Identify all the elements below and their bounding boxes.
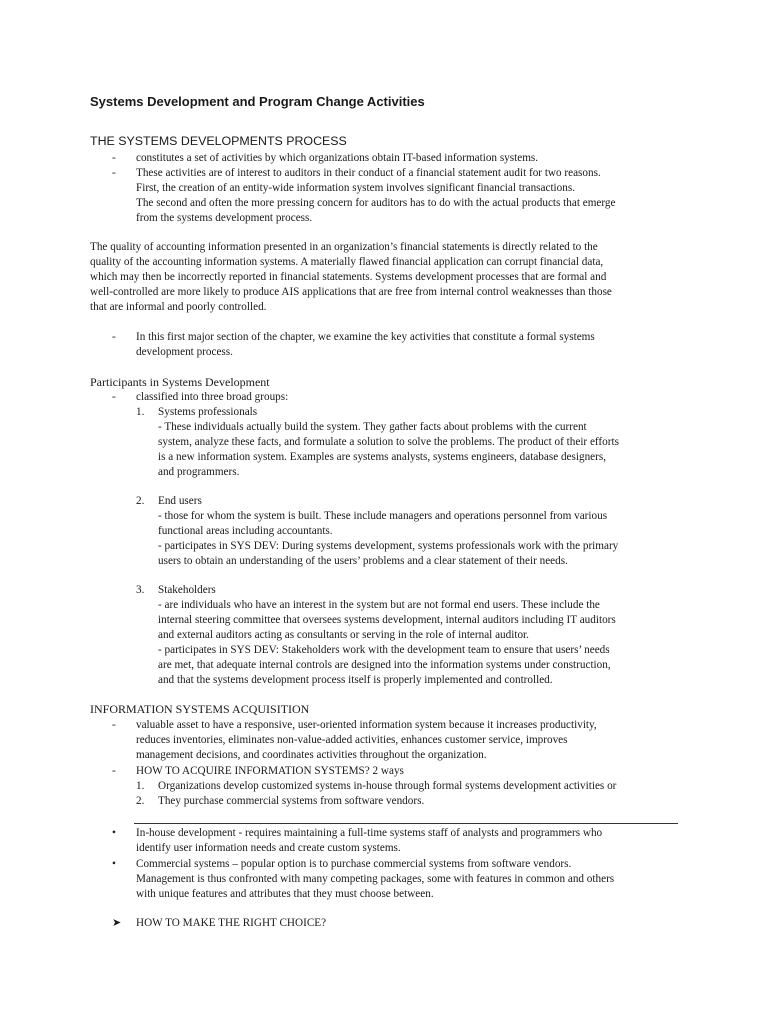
reason-line: from the systems development process. xyxy=(136,212,313,224)
document-title: Systems Development and Program Change Activities xyxy=(90,94,425,109)
choice-question: HOW TO MAKE THE RIGHT CHOICE? xyxy=(136,917,327,929)
group-number: 2. xyxy=(136,495,145,507)
group-number: 3. xyxy=(136,584,145,596)
section-heading-sdp: THE SYSTEMS DEVELOPMENTS PROCESS xyxy=(90,134,347,148)
group-line: - participates in SYS DEV: Stakeholders work with the development team to ensure that users’ needs xyxy=(158,644,610,656)
list-item-continuation: identify user information needs and create custom systems. xyxy=(136,842,401,854)
bullet-dot: • xyxy=(112,858,116,870)
list-item-continuation: Management is thus confronted with many competing packages, some with features in common and others xyxy=(136,873,615,885)
group-name: Stakeholders xyxy=(158,584,216,596)
group-line: system, analyze these facts, and formulate a solution to solve the problems. The product of their efforts xyxy=(158,436,619,448)
group-name: Systems professionals xyxy=(158,406,258,418)
divider-line xyxy=(134,823,678,824)
group-line: are met, that adequate internal controls are designed into the information systems under construction, xyxy=(158,659,611,671)
way-text: They purchase commercial systems from software vendors. xyxy=(158,795,425,807)
paragraph-line: that are informal and poorly controlled. xyxy=(90,301,267,313)
group-line: and that the systems development process itself is properly implemented and controlled. xyxy=(158,674,553,686)
group-line: and external auditors acting as consultants or serving in the role of internal auditor. xyxy=(158,629,529,641)
paragraph-line: The quality of accounting information presented in an organization’s financial statements is directly related to the xyxy=(90,241,598,253)
way-text: Organizations develop customized systems in-house through formal systems development activities or xyxy=(158,780,617,792)
dash-mark: - xyxy=(112,152,116,164)
reason-line: First, the creation of an entity-wide information system involves significant financial transactions. xyxy=(136,182,576,194)
group-line: is a new information system. Examples are systems analysts, systems engineers, database designers, xyxy=(158,451,607,463)
list-item: These activities are of interest to auditors in their conduct of a financial statement audit for two reasons. xyxy=(136,167,601,179)
list-item: In this first major section of the chapter, we examine the key activities that constitute a formal systems xyxy=(136,331,595,343)
list-item-continuation: with unique features and attributes that they must choose between. xyxy=(136,888,434,900)
paragraph-line: which may then be incorrectly reported in financial statements. Systems development processes that are formal and xyxy=(90,271,607,283)
dash-mark: - xyxy=(112,719,116,731)
group-line: - participates in SYS DEV: During systems development, systems professionals work with the primary xyxy=(158,540,619,552)
group-line: - are individuals who have an interest in the system but are not formal end users. These include the xyxy=(158,599,600,611)
dash-mark: - xyxy=(112,167,116,179)
dash-mark: - xyxy=(112,331,116,343)
list-item-continuation: reduces inventories, eliminates non-value-added activities, enhances customer service, improves xyxy=(136,734,568,746)
group-number: 1. xyxy=(136,406,145,418)
list-item-continuation: development process. xyxy=(136,346,233,358)
list-item-continuation: management decisions, and coordinates activities throughout the organization. xyxy=(136,749,487,761)
group-line: functional areas including accountants. xyxy=(158,525,333,537)
paragraph-line: well-controlled are more likely to produce AIS applications that are free from internal control weaknesses than those xyxy=(90,286,612,298)
list-item: valuable asset to have a responsive, user-oriented information system because it increases productivity, xyxy=(136,719,597,731)
group-line: - those for whom the system is built. These include managers and operations personnel from various xyxy=(158,510,608,522)
list-item: Commercial systems – popular option is to purchase commercial systems from software vendors. xyxy=(136,858,572,870)
dash-mark: - xyxy=(112,391,116,403)
paragraph-line: quality of the accounting information systems. A materially flawed financial application can corrupt financial data, xyxy=(90,256,604,268)
reason-line: The second and often the more pressing concern for auditors has to do with the actual products that emerge xyxy=(136,197,616,209)
list-item: In-house development - requires maintaining a full-time systems staff of analysts and programmers who xyxy=(136,827,603,839)
group-line: and programmers. xyxy=(158,466,240,478)
group-line: - These individuals actually build the system. They gather facts about problems with the current xyxy=(158,421,587,433)
way-number: 2. xyxy=(136,795,145,807)
arrow-icon: ➤ xyxy=(112,917,122,929)
section-heading-isa: INFORMATION SYSTEMS ACQUISITION xyxy=(90,702,310,716)
bullet-dot: • xyxy=(112,827,116,839)
dash-mark: - xyxy=(112,765,116,777)
participants-heading: Participants in Systems Development xyxy=(90,375,270,389)
way-number: 1. xyxy=(136,780,145,792)
list-item: classified into three broad groups: xyxy=(136,391,289,403)
list-item: HOW TO ACQUIRE INFORMATION SYSTEMS? 2 ways xyxy=(136,765,404,777)
group-line: users to obtain an understanding of the users’ problems and a clear statement of their needs. xyxy=(158,555,568,567)
list-item: constitutes a set of activities by which organizations obtain IT-based information systems. xyxy=(136,152,539,164)
group-line: internal steering committee that oversees systems development, internal auditors including IT auditors xyxy=(158,614,616,626)
group-name: End users xyxy=(158,495,202,507)
